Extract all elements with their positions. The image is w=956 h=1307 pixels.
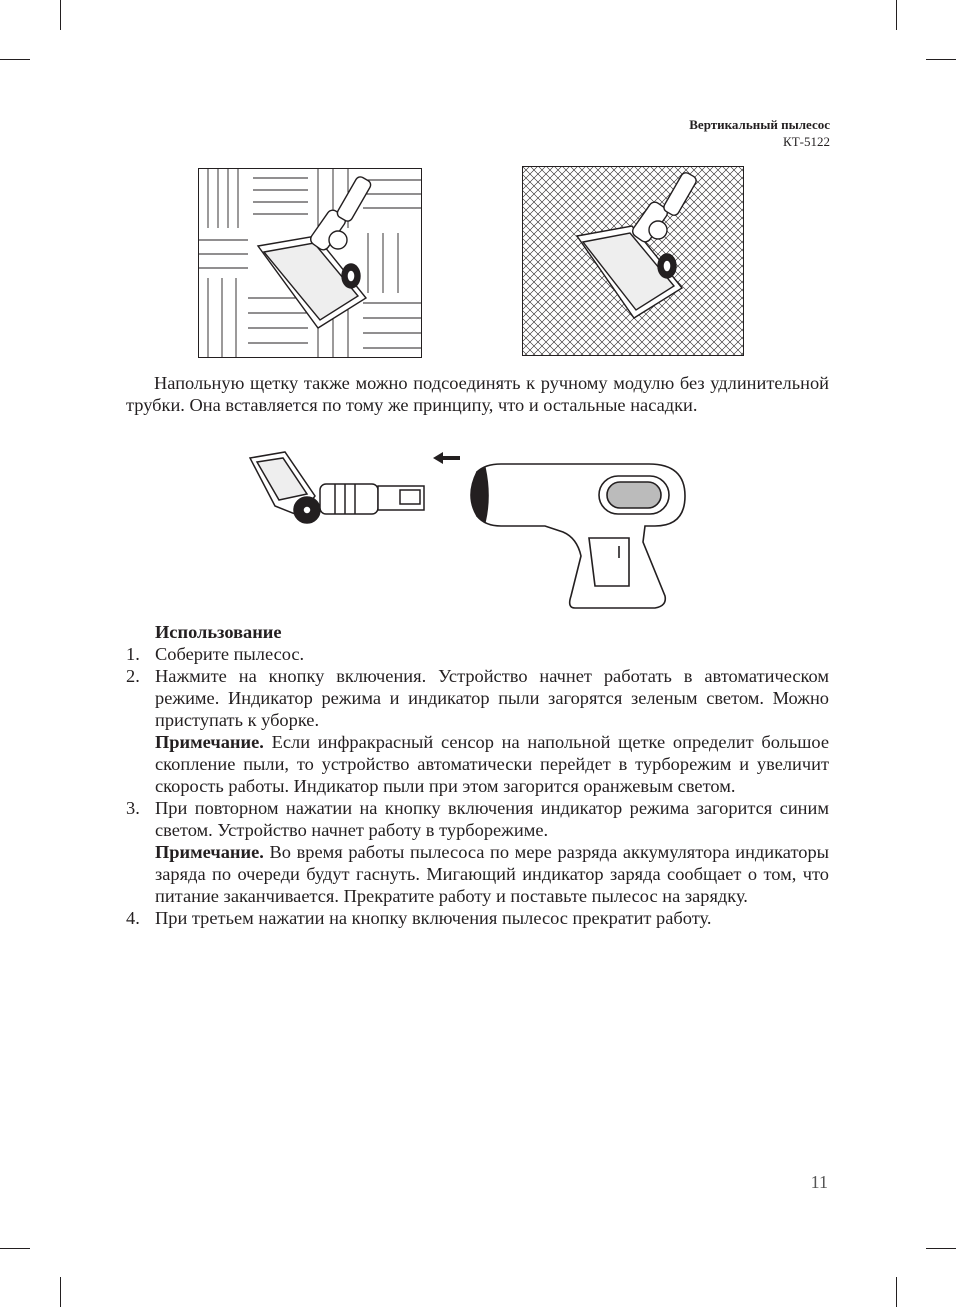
step-number: 1. bbox=[126, 644, 140, 664]
header-title: Вертикальный пылесос bbox=[689, 117, 830, 132]
note-text: Если инфракрасный сенсор на напольной щетке определит большое скопление пыли, то устройство автоматически перейдет в турборежим и увеличит скорость работы. Индикатор пыли при этом загорится оранжевым светом. bbox=[155, 732, 829, 796]
step-text: Нажмите на кнопку включения. Устройство начнет работать в автоматическом режиме. Индикатор режима и индикатор пыли загорятся зеленым светом. Можно приступать к уборке. bbox=[155, 666, 829, 730]
step-text: Соберите пылесос. bbox=[155, 644, 305, 664]
note-text: Во время работы пылесоса по мере разряда аккумулятора индикаторы заряда по очереди будут гаснуть. Мигающий индикатор заряда сообщает о том, что питание заканчивается. Прекратите работу и поставьте пылесос на зарядку. bbox=[155, 842, 829, 906]
crop-mark bbox=[0, 59, 30, 60]
step-note bbox=[155, 841, 829, 907]
arrow-left-icon bbox=[433, 452, 460, 464]
parquet-figure bbox=[198, 168, 422, 358]
header-model: КТ-5122 bbox=[783, 134, 830, 149]
crop-mark bbox=[60, 0, 61, 30]
carpet-figure bbox=[522, 166, 744, 356]
crop-mark bbox=[896, 0, 897, 30]
attach-figure bbox=[245, 446, 690, 611]
running-header bbox=[689, 116, 830, 150]
step-number: 3. bbox=[126, 798, 140, 818]
step-text: При третьем нажатии на кнопку включения пылесос прекратит работу. bbox=[155, 908, 712, 928]
note-label: Примечание. bbox=[155, 842, 264, 862]
step-number: 2. bbox=[126, 666, 140, 686]
handheld-unit-icon bbox=[471, 464, 685, 608]
step-note bbox=[155, 731, 829, 797]
floor-brush-icon bbox=[250, 452, 424, 523]
usage-heading: Использование bbox=[155, 622, 282, 642]
list-item bbox=[126, 797, 829, 907]
list-item bbox=[126, 907, 829, 929]
intro-paragraph: Напольную щетку также можно подсоединять к ручному модулю без удлинительной трубки. Она вставляется по тому же принципу, что и остальные насадки. bbox=[126, 373, 829, 415]
step-number: 4. bbox=[126, 908, 140, 928]
page-number: 11 bbox=[810, 1172, 828, 1192]
crop-mark bbox=[0, 1248, 30, 1249]
list-item bbox=[126, 643, 829, 665]
crop-mark bbox=[926, 59, 956, 60]
crop-mark bbox=[60, 1277, 61, 1307]
list-item bbox=[126, 665, 829, 797]
usage-steps bbox=[126, 643, 829, 929]
note-label: Примечание. bbox=[155, 732, 264, 752]
crop-mark bbox=[926, 1248, 956, 1249]
step-text: При повторном нажатии на кнопку включения индикатор режима загорится синим светом. Устройство начнет работу в турборежиме. bbox=[155, 798, 829, 840]
crop-mark bbox=[896, 1277, 897, 1307]
